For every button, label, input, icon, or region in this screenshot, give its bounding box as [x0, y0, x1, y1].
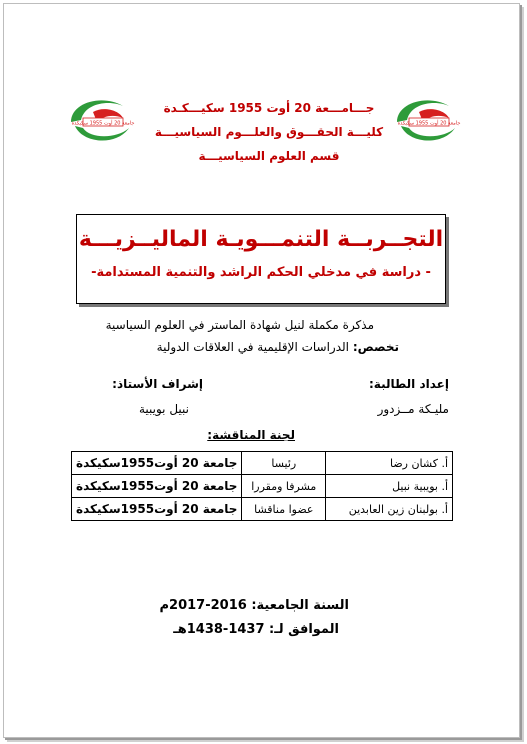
- member-name: أ. بولبنان زين العابدين: [326, 498, 453, 521]
- university-logo-left: [63, 92, 137, 148]
- faculty-name: كليـــة الحقـــوق والعلـــوم السياسيـــة: [154, 125, 384, 139]
- member-name: أ. بويبية نبيل: [326, 475, 453, 498]
- member-university: جامعة 20 أوت1955سكيكدة: [72, 498, 242, 521]
- hijri-year-value: 1437-1438هـ: [173, 622, 270, 637]
- member-university: جامعة 20 أوت1955سكيكدة: [72, 475, 242, 498]
- supervisor-name: نبيل بويبية: [138, 402, 189, 416]
- academic-year: [160, 598, 350, 613]
- document-page: [3, 3, 520, 738]
- member-role: رئيسا: [242, 452, 326, 475]
- member-university: جامعة 20 أوت1955سكيكدة: [72, 452, 242, 475]
- academic-year-label: السنة الجامعية:: [251, 598, 349, 613]
- supervisor-label: إشراف الأستاذ:: [112, 377, 203, 391]
- student-name: مليـكة مــزدور: [377, 402, 449, 416]
- thesis-subtitle: - دراسة في مدخلي الحكم الراشد والتنمية المستدامة-: [91, 265, 431, 280]
- logo-text: جامعة 20 أوت 1955 سكيكدة: [397, 120, 461, 127]
- table-row: [72, 475, 453, 498]
- specialty-line: [157, 340, 399, 354]
- table-row: [72, 498, 453, 521]
- member-role: عضوا مناقشا: [242, 498, 326, 521]
- thesis-title: التجــربــة التنمـــويـة الماليــزيـــة: [78, 227, 444, 252]
- member-name: أ. كشان رضا: [326, 452, 453, 475]
- table-row: [72, 452, 453, 475]
- hijri-year: [173, 622, 339, 637]
- title-box: [76, 214, 446, 304]
- svg-text:جامعة 20 أوت 1955 سكيكدة: جامعة 20 أوت 1955 سكيكدة: [71, 120, 135, 127]
- university-logo-right: [389, 92, 463, 148]
- hijri-year-label: الموافق لـ:: [269, 622, 339, 637]
- member-role: مشرفا ومقررا: [242, 475, 326, 498]
- academic-year-value: 2016-2017م: [159, 598, 252, 613]
- committee-table: [71, 451, 453, 521]
- committee-label: لجنة المناقشة:: [207, 428, 295, 442]
- specialty-label: تخصص:: [352, 340, 399, 354]
- university-name: جـــامـــعة 20 أوت 1955 سكيـــكـدة: [163, 101, 375, 115]
- department-name: قسم العلوم السياسيـــة: [198, 149, 340, 163]
- thesis-purpose: مذكرة مكملة لنيل شهادة الماستر في العلوم السياسية: [105, 318, 374, 332]
- specialty-value: الدراسات الإقليمية في العلاقات الدولية: [156, 340, 353, 354]
- prepared-by-label: إعداد الطالبة:: [369, 377, 449, 391]
